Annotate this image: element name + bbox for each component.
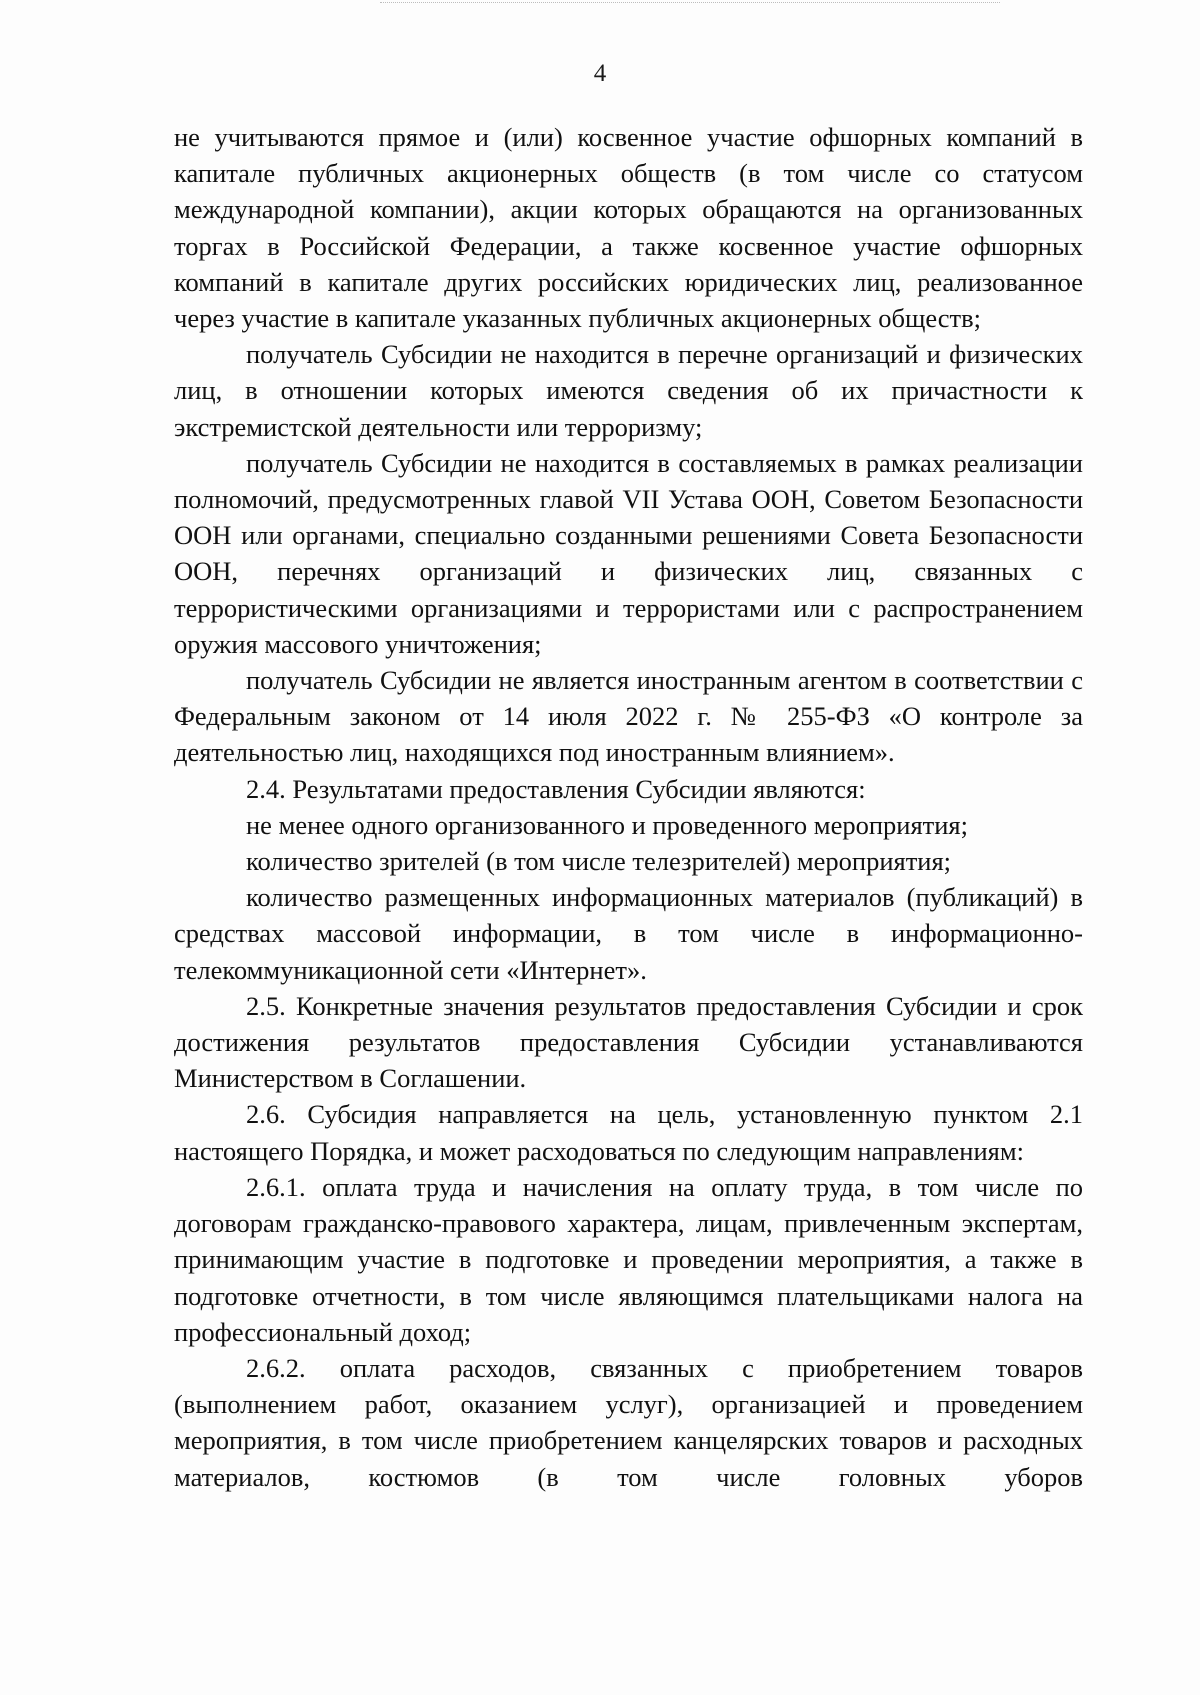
scan-artifact-line <box>380 2 1000 4</box>
paragraph-2-4-results-heading: 2.4. Результатами предоставления Субсидии являются: <box>246 773 866 804</box>
paragraph-2-6-1-labor-costs: 2.6.1. оплата труда и начисления на оплату труда, в том числе по договорам гражданско-правового характера, лицам, привлеченным экспертам, принимающим участие в подготовке и проведении мероприятия, а также в подготовке отчетности, в том числе являющимся плательщиками налога на профессиональный доход; <box>174 1171 1083 1347</box>
document-body <box>174 119 1083 1495</box>
paragraph-offshore-participation: не учитываются прямое и (или) косвенное участие офшорных компаний в капитале публичных акционерных обществ (в том числе со статусом международной компании), акции которых обращаются на организованных торгах в Российской Федерации, а также косвенное участие офшорных компаний в капитале других российских юридических лиц, реализованное через участие в капитале указанных публичных акционерных обществ; <box>174 122 1083 334</box>
paragraph-2-6-2-event-expenses: 2.6.2. оплата расходов, связанных с приобретением товаров (выполнением работ, оказанием услуг), организацией и проведением мероприятия, в том числе приобретением канцелярских товаров и расходных материалов, костюмов (в том числе головных уборов <box>174 1352 1083 1492</box>
paragraph-2-5-result-values: 2.5. Конкретные значения результатов предоставления Субсидии и срок достижения результатов предоставления Субсидии устанавливаются Министерством в Соглашении. <box>174 990 1083 1094</box>
paragraph-un-security-council-list: получатель Субсидии не находится в составляемых в рамках реализации полномочий, предусмотренных главой VII Устава ООН, Советом Безопасности ООН или органами, специально созданными решениями Совета Безопасности ООН, перечнях организаций и физических лиц, связанных с террористическими организациями и террористами или с распространением оружия массового уничтожения; <box>174 447 1083 659</box>
paragraph-result-viewers: количество зрителей (в том числе телезрителей) мероприятия; <box>246 846 952 877</box>
paragraph-foreign-agent: получатель Субсидии не является иностранным агентом в соответствии с Федеральным законом от 14 июля 2022 г. № 255-ФЗ «О контроле за деятельностью лиц, находящихся под иностранным влиянием». <box>174 665 1083 768</box>
paragraph-2-6-spending-directions: 2.6. Субсидия направляется на цель, установленную пунктом 2.1 настоящего Порядка, и может расходоваться по следующим направлениям: <box>174 1099 1083 1166</box>
paragraph-extremism-list: получатель Субсидии не находится в перечне организаций и физических лиц, в отношении которых имеются сведения об их причастности к экстремистской деятельности или терроризму; <box>174 339 1083 442</box>
paragraph-result-publications: количество размещенных информационных материалов (публикаций) в средствах массовой информации, в том числе в информационно-телекоммуникационной сети «Интернет». <box>174 882 1083 985</box>
page-number: 4 <box>593 60 607 87</box>
paragraph-result-events: не менее одного организованного и проведенного мероприятия; <box>246 809 968 840</box>
